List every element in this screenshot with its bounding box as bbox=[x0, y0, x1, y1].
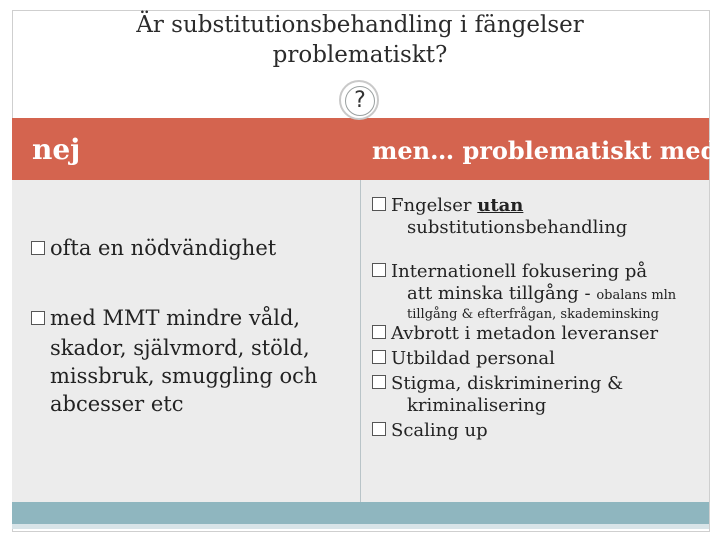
checkbox-bullet-icon bbox=[372, 197, 386, 211]
left-bullet-2-line-1: med MMT mindre våld, bbox=[50, 306, 301, 330]
right-bullet-2-small-b: tillgång & efterfrågan, skademinsking bbox=[407, 307, 659, 322]
right-bullet-2 bbox=[372, 262, 647, 282]
left-bullet-1-text: ofta en nödvändighet bbox=[50, 236, 277, 260]
right-bullet-4 bbox=[372, 349, 555, 369]
right-bullet-5-line-2: kriminalisering bbox=[407, 395, 547, 416]
slide-title bbox=[0, 10, 720, 70]
title-line-1: Är substitutionsbehandling i fängelser bbox=[136, 12, 584, 38]
left-bullet-2-line-4: abcesser etc bbox=[50, 392, 184, 416]
right-bullet-3 bbox=[372, 324, 658, 344]
right-bullet-2-line-2 bbox=[407, 284, 676, 306]
right-bullet-1-text: Fngelser bbox=[391, 195, 478, 216]
checkbox-bullet-icon bbox=[372, 422, 386, 436]
right-bullet-2-line-2-text: att minska tillgång - bbox=[407, 283, 597, 304]
question-mark-icon: ? bbox=[345, 86, 375, 116]
right-header: men… problematiskt med bbox=[372, 136, 718, 165]
question-badge bbox=[339, 80, 379, 120]
checkbox-bullet-icon bbox=[372, 350, 386, 364]
left-bullet-1 bbox=[31, 236, 276, 260]
right-bullet-6-text: Scaling up bbox=[391, 420, 488, 441]
right-bullet-5 bbox=[372, 374, 623, 394]
checkbox-bullet-icon bbox=[31, 241, 45, 255]
bottom-accent-bar bbox=[12, 502, 709, 524]
checkbox-bullet-icon bbox=[31, 311, 45, 325]
checkbox-bullet-icon bbox=[372, 325, 386, 339]
right-bullet-1 bbox=[372, 196, 523, 216]
checkbox-bullet-icon bbox=[372, 263, 386, 277]
left-bullet-2-line-3: missbruk, smuggling och bbox=[50, 364, 318, 388]
right-bullet-4-text: Utbildad personal bbox=[391, 348, 555, 369]
left-bullet-2 bbox=[31, 306, 300, 330]
right-bullet-2-line-1: Internationell fokusering på bbox=[391, 261, 648, 282]
bottom-accent-strip bbox=[12, 524, 709, 529]
right-bullet-2-small-a: obalans mln bbox=[596, 288, 677, 303]
column-divider bbox=[360, 180, 361, 502]
right-bullet-1-line-2: substitutionsbehandling bbox=[407, 217, 628, 238]
title-line-2: problematiskt? bbox=[272, 42, 448, 68]
left-header: nej bbox=[32, 133, 81, 166]
right-bullet-1-emphasis: utan bbox=[477, 195, 524, 216]
checkbox-bullet-icon bbox=[372, 375, 386, 389]
right-bullet-6 bbox=[372, 421, 488, 441]
right-bullet-3-text: Avbrott i metadon leveranser bbox=[391, 323, 659, 344]
left-bullet-2-line-2: skador, självmord, stöld, bbox=[50, 336, 310, 360]
right-bullet-5-line-1: Stigma, diskriminering & bbox=[391, 373, 624, 394]
